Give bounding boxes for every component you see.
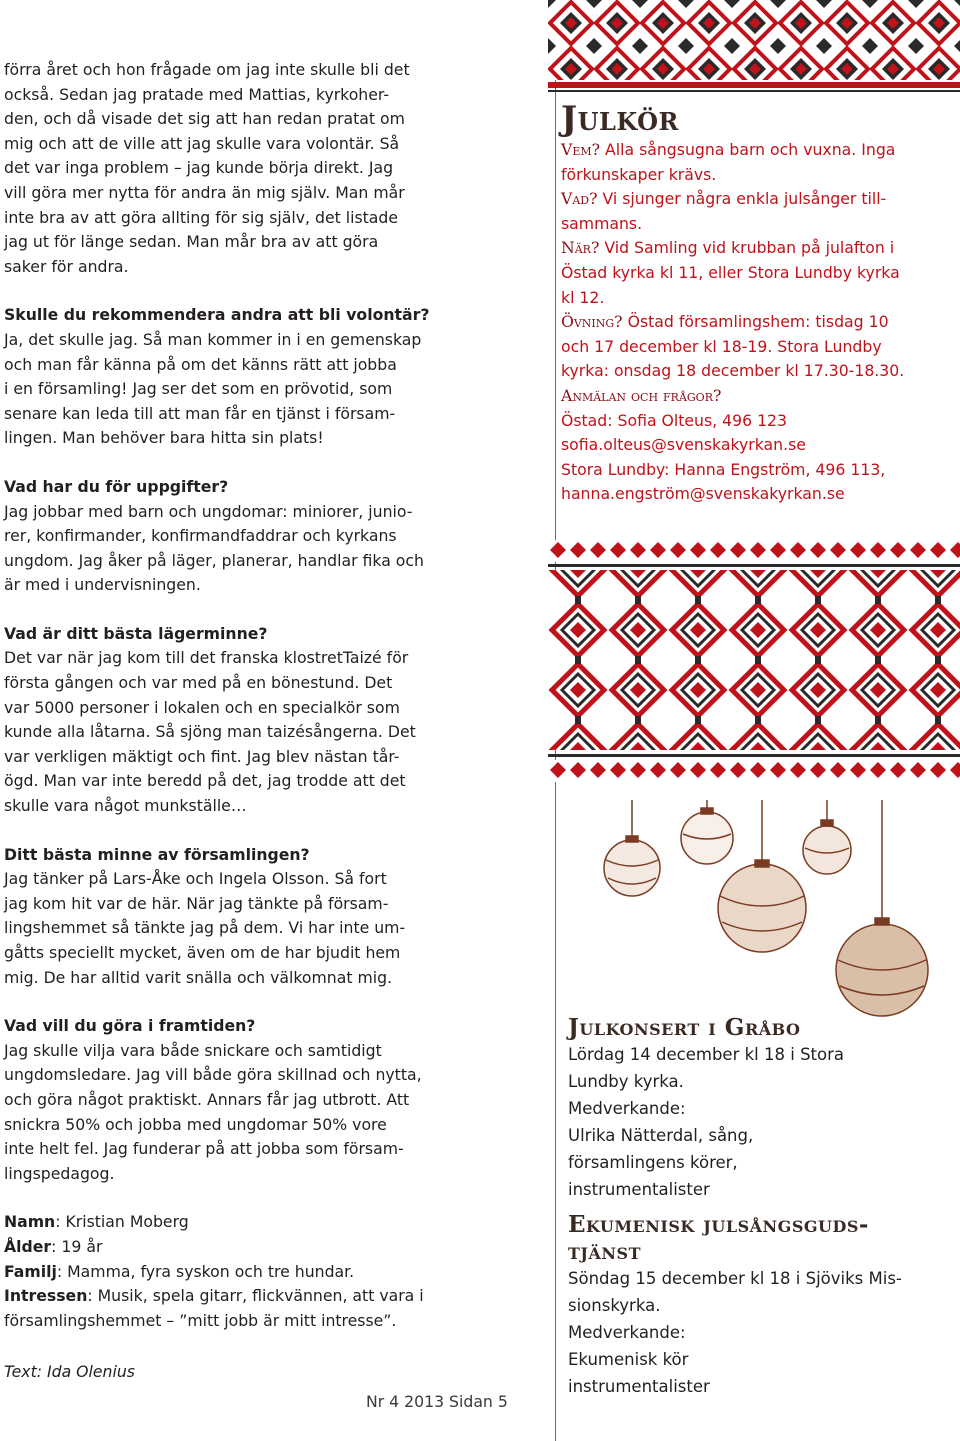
julkor-line	[561, 138, 956, 163]
julkor-key: Vem?	[561, 140, 601, 159]
concert2-line: Söndag 15 december kl 18 i Sjöviks Mis-	[568, 1269, 902, 1288]
qa-answer-line: är med i undervisningen.	[4, 575, 201, 595]
concert1-line: Ulrika Nätterdal, sång,	[568, 1126, 754, 1145]
profile-label: Ålder	[4, 1236, 52, 1256]
qa-answer-line: Ja, det skulle jag. Så man kommer in i en gemenskap	[4, 329, 422, 349]
profile-row: församlingshemmet – ”mitt jobb är mitt intresse”.	[4, 1310, 397, 1330]
qa-answer-line: och göra något praktiskt. Annars får jag utbrott. Att	[4, 1089, 410, 1109]
concert1-line: Lundby kyrka.	[568, 1072, 684, 1091]
qa-answer-line: lingshemmet så tänkte jag på dem. Vi har inte um-	[4, 918, 406, 938]
julkor-line	[561, 163, 956, 188]
qa-answer-line: i en församling! Jag ser det som en prövotid, som	[4, 379, 393, 399]
qa-answer-line: jag kom hit var de här. När jag tänkte på försam-	[4, 893, 389, 913]
qa-question: Vad vill du göra i framtiden?	[4, 1016, 256, 1036]
intro-line: saker för andra.	[4, 256, 129, 276]
qa-answer-line: första gången och var med på en bönestund. Det	[4, 673, 393, 693]
embroidery-pattern-icon	[548, 540, 960, 795]
julkor-text: Stora Lundby: Hanna Engström, 496 113,	[561, 459, 886, 479]
qa-answer-line: mig. De har alltid varit snälla och välkomnat mig.	[4, 967, 393, 987]
qa-answer-line: lingspedagog.	[4, 1163, 115, 1183]
julkor-line	[561, 236, 956, 261]
julkor-key: Övning?	[561, 312, 623, 332]
embroidery-band-top	[548, 0, 960, 96]
intro-line: jag ut för länge sedan. Man mår bra av att göra	[4, 232, 379, 252]
julkor-line	[561, 482, 956, 507]
julkor-line	[561, 187, 956, 212]
qa-answer-line: Jag jobbar med barn och ungdomar: miniorer, junio-	[4, 501, 413, 521]
profile-value: : 19 år	[51, 1236, 103, 1256]
profile-value: : Musik, spela gitarr, flickvännen, att vara i	[87, 1286, 424, 1306]
intro-line: vill göra mer nytta för andra än mig själv. Man mår	[4, 182, 405, 202]
profile-row	[4, 1260, 444, 1285]
concert2-line: Ekumenisk kör	[568, 1350, 689, 1369]
julkor-text: förkunskaper krävs.	[561, 164, 717, 184]
concert2-title-line: tjänst	[568, 1238, 641, 1265]
concert1-line: Lördag 14 december kl 18 i Stora	[568, 1045, 844, 1064]
qa-block	[4, 475, 444, 598]
julkor-text: kyrka: onsdag 18 december kl 17.30-18.30.	[561, 361, 905, 381]
qa-answer-line: senare kan leda till att man får en tjänst i försam-	[4, 403, 396, 423]
embroidery-band-middle	[548, 540, 960, 795]
julkor-text: Östad: Sofia Olteus, 496 123	[561, 410, 788, 430]
concert1-line: instrumentalister	[568, 1180, 710, 1199]
julkor-text: hanna.engström@svenskakyrkan.se	[561, 484, 845, 504]
julkor-line	[561, 409, 956, 434]
concert2-title	[568, 1211, 956, 1265]
intro-line: det var inga problem – jag kunde börja direkt. Jag	[4, 158, 394, 178]
julkor-text: Östad kyrka kl 11, eller Stora Lundby kyrka	[561, 262, 900, 282]
concert2-title-line: Ekumenisk julsångsguds-	[568, 1211, 869, 1238]
qa-block	[4, 843, 444, 991]
qa-answer-line: Jag tänker på Lars-Åke och Ingela Olsson. Så fort	[4, 869, 387, 889]
profile-label: Intressen	[4, 1286, 88, 1306]
qa-block	[4, 303, 444, 451]
intro-line: också. Sedan jag pratade med Mattias, kyrkoher-	[4, 84, 390, 104]
julkor-text: sofia.olteus@svenskakyrkan.se	[561, 435, 806, 455]
qa-list	[4, 303, 444, 1186]
qa-block	[4, 1014, 444, 1186]
qa-block	[4, 622, 444, 819]
julkor-text: och 17 december kl 18-19. Stora Lundby	[561, 336, 882, 356]
julkor-text: Vid Samling vid krubban på julafton i	[599, 238, 895, 258]
julkor-line	[561, 310, 956, 335]
article-column	[4, 58, 444, 1333]
julkor-key: När?	[561, 238, 600, 258]
julkor-text: Östad församlingshem: tisdag 10	[622, 312, 889, 332]
julkor-key: Anmälan och frågor?	[561, 385, 722, 405]
qa-answer-line: ungdom. Jag åker på läger, planerar, handlar fika och	[4, 550, 424, 570]
qa-question: Skulle du rekommendera andra att bli volontär?	[4, 305, 430, 325]
qa-answer-line: ögd. Man var inte beredd på det, jag trodde att det	[4, 771, 406, 791]
julkor-line	[561, 212, 956, 237]
qa-answer-line: lingen. Man behöver bara hitta sin plats!	[4, 428, 324, 448]
concert-box	[568, 1014, 956, 1400]
julkor-box	[561, 100, 956, 507]
profile-block	[4, 1210, 444, 1333]
profile-label: Namn	[4, 1212, 56, 1232]
intro-line: förra året och hon frågade om jag inte skulle bli det	[4, 60, 410, 79]
intro-line: mig och att de ville att jag skulle vara volontär. Så	[4, 133, 400, 153]
qa-answer-line: rer, konfirmander, konfirmandfaddrar och kyrkans	[4, 526, 397, 546]
author-credit: Text: Ida Olenius	[4, 1362, 135, 1381]
julkor-line	[561, 359, 956, 384]
embroidery-pattern-icon	[548, 0, 960, 96]
qa-answer-line: inte helt fel. Jag funderar på att jobba som försam-	[4, 1139, 404, 1159]
qa-answer-line: kunde alla låtarna. Så sjöng man taizésångerna. Det	[4, 722, 416, 742]
julkor-line	[561, 384, 956, 409]
concert1-title: Julkonsert i Gråbo	[568, 1014, 801, 1041]
christmas-ornaments-illustration	[592, 800, 932, 1030]
profile-value: : Mamma, fyra syskon och tre hundar.	[56, 1261, 355, 1281]
julkor-details	[561, 138, 956, 507]
profile-row	[4, 1284, 444, 1309]
qa-answer-line: var 5000 personer i lokalen och en specialkör som	[4, 697, 400, 717]
qa-answer-line: snickra 50% och jobba med ungdomar 50% vore	[4, 1114, 387, 1134]
qa-question: Vad har du för uppgifter?	[4, 476, 229, 496]
qa-answer-line: och man får känna på om det känns rätt att jobba	[4, 354, 397, 374]
julkor-text: Vi sjunger några enkla julsånger till-	[597, 189, 887, 209]
julkor-key: Vad?	[561, 189, 598, 209]
qa-question: Vad är ditt bästa lägerminne?	[4, 623, 268, 643]
qa-answer-line: var verkligen mäktigt och fint. Jag blev nästan tår-	[4, 746, 400, 766]
concert2-details	[568, 1265, 956, 1400]
qa-answer-line: Jag skulle vilja vara både snickare och samtidigt	[4, 1040, 382, 1060]
julkor-text: sammans.	[561, 213, 643, 233]
qa-answer-line: ungdomsledare. Jag vill både göra skillnad och nytta,	[4, 1065, 422, 1085]
concert1-line: församlingens körer,	[568, 1153, 738, 1172]
julkor-text: Alla sångsugna barn och vuxna. Inga	[600, 140, 896, 159]
julkor-title: Julkör	[561, 99, 679, 139]
intro-line: inte bra av att göra allting för sig själv, det listade	[4, 207, 399, 227]
concert2-line: Medverkande:	[568, 1323, 686, 1342]
qa-answer-line: skulle vara något munkställe…	[4, 796, 247, 816]
concert1-line: Medverkande:	[568, 1099, 686, 1118]
concert1-details	[568, 1041, 956, 1203]
julkor-text: kl 12.	[561, 287, 605, 307]
profile-label: Familj	[4, 1261, 57, 1281]
julkor-line	[561, 433, 956, 458]
profile-row	[4, 1235, 444, 1260]
intro-paragraph	[4, 58, 444, 279]
qa-answer-line: gåtts speciellt mycket, även om de har bjudit hem	[4, 943, 401, 962]
concert2-line: instrumentalister	[568, 1377, 710, 1396]
julkor-line	[561, 286, 956, 311]
intro-line: den, och då visade det sig att han redan pratat om	[4, 109, 405, 129]
qa-answer-line: Det var när jag kom till det franska klostretTaizé för	[4, 648, 409, 668]
julkor-line	[561, 335, 956, 360]
page-number: Nr 4 2013 Sidan 5	[366, 1392, 508, 1411]
profile-row	[4, 1210, 444, 1235]
concert2-line: sionskyrka.	[568, 1296, 661, 1315]
julkor-line	[561, 458, 956, 483]
profile-value: : Kristian Moberg	[55, 1212, 189, 1232]
qa-question: Ditt bästa minne av församlingen?	[4, 844, 310, 864]
julkor-line	[561, 261, 956, 286]
